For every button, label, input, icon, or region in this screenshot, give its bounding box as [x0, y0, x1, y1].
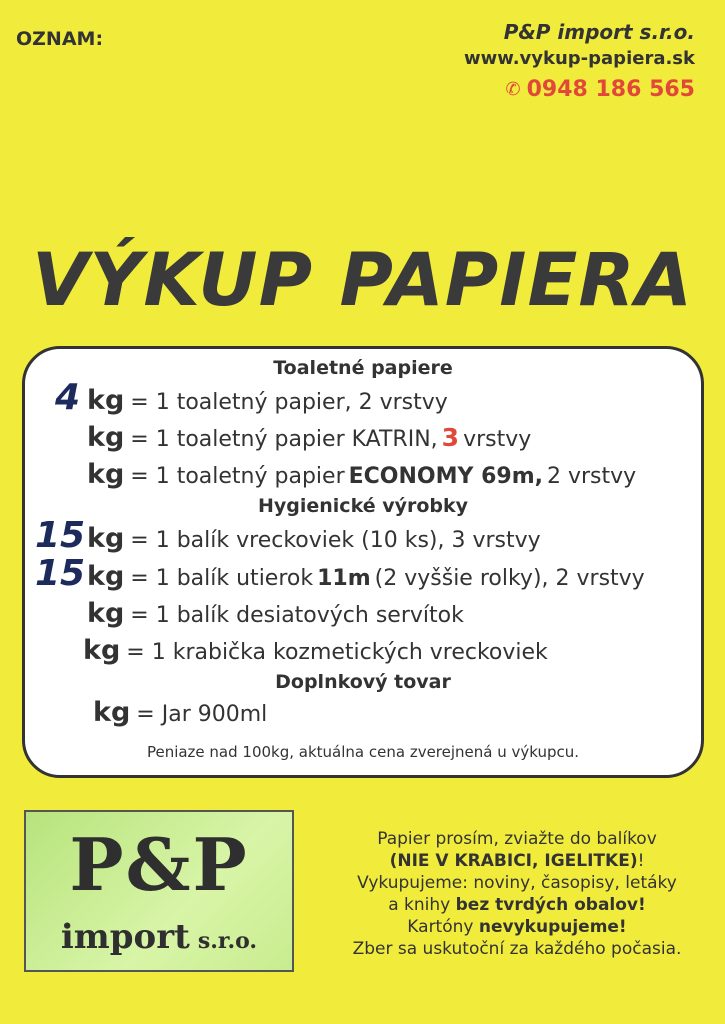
section-title-toilet-paper: Toaletné papiere [273, 357, 453, 379]
notice-label: OZNAM: [16, 28, 104, 50]
kg-label: kg [87, 422, 125, 453]
item-text: = Jar 900ml [136, 702, 268, 727]
logo-sub-text [26, 917, 292, 957]
section-title-hygiene: Hygienické výrobky [257, 495, 469, 517]
kg-label: kg [87, 385, 125, 416]
instruction-line [312, 894, 722, 916]
handwritten-value: 15 [35, 553, 86, 594]
logo-word: import [60, 917, 190, 957]
list-item [87, 459, 636, 490]
item-text: = 1 toaletný papier KATRIN, [130, 427, 438, 452]
kg-label: kg [83, 635, 121, 666]
item-text: = 1 toaletný papier [130, 464, 345, 489]
item-text: 2 vrstvy [547, 464, 637, 489]
kg-label: kg [87, 598, 125, 629]
highlight-value: 3 [441, 423, 460, 452]
item-text: (2 vyššie rolky), 2 vrstvy [374, 566, 645, 591]
phone-icon: ✆ [505, 79, 521, 100]
kg-label: kg [93, 697, 131, 728]
list-item [87, 523, 541, 554]
logo-suffix: s.r.o. [197, 928, 258, 954]
item-bold: 11m [317, 566, 371, 591]
instruction-bold: (NIE V KRABICI, IGELITKE) [389, 851, 638, 871]
list-item [93, 697, 267, 728]
instruction-line [312, 850, 722, 872]
website-link[interactable]: www.vykup-papiera.sk [463, 48, 695, 69]
company-name: P&P import s.r.o. [503, 20, 695, 44]
list-item [87, 598, 464, 629]
logo-main-text: P&P [69, 822, 249, 907]
contact-block [464, 20, 695, 102]
instruction-text: a knihy [388, 895, 456, 915]
item-text: = 1 toaletný papier, 2 vrstvy [130, 390, 448, 415]
instruction-line: Zber sa uskutoční za každého počasia. [352, 939, 682, 959]
item-text: = 1 balík vreckoviek (10 ks), 3 vrstvy [130, 528, 541, 553]
instruction-line: Papier prosím, zviažte do balíkov [377, 829, 657, 849]
price-panel [22, 346, 704, 778]
item-text: = 1 krabička kozmetických vreckoviek [126, 640, 548, 665]
instruction-bold: nevykupujeme! [478, 917, 627, 937]
item-text: = 1 balík utierok [130, 566, 314, 591]
list-item [87, 561, 645, 592]
instruction-line [312, 916, 722, 938]
list-item [83, 635, 548, 666]
list-item [87, 385, 448, 416]
instruction-bold: bez tvrdých obalov! [455, 895, 646, 915]
kg-label: kg [87, 459, 125, 490]
instruction-line: Vykupujeme: noviny, časopisy, letáky [357, 873, 677, 893]
instruction-text: ! [637, 851, 645, 871]
instructions-block [312, 828, 722, 960]
instruction-text: Kartóny [407, 917, 479, 937]
handwritten-value: 15 [35, 515, 86, 556]
phone-line[interactable] [464, 77, 695, 102]
company-logo [24, 810, 294, 972]
handwritten-value: 4 [55, 377, 81, 418]
phone-number: 0948 186 565 [526, 77, 695, 102]
page-title: VÝKUP PAPIERA [31, 238, 694, 323]
item-bold: ECONOMY 69m, [348, 464, 543, 489]
item-text: vrstvy [463, 427, 532, 452]
kg-label: kg [87, 523, 125, 554]
section-title-extras: Doplnkový tovar [275, 671, 451, 693]
list-item [87, 422, 531, 453]
item-text: = 1 balík desiatových servítok [130, 603, 464, 628]
price-note: Peniaze nad 100kg, aktuálna cena zverejnená u výkupcu. [146, 743, 580, 761]
kg-label: kg [87, 561, 125, 592]
